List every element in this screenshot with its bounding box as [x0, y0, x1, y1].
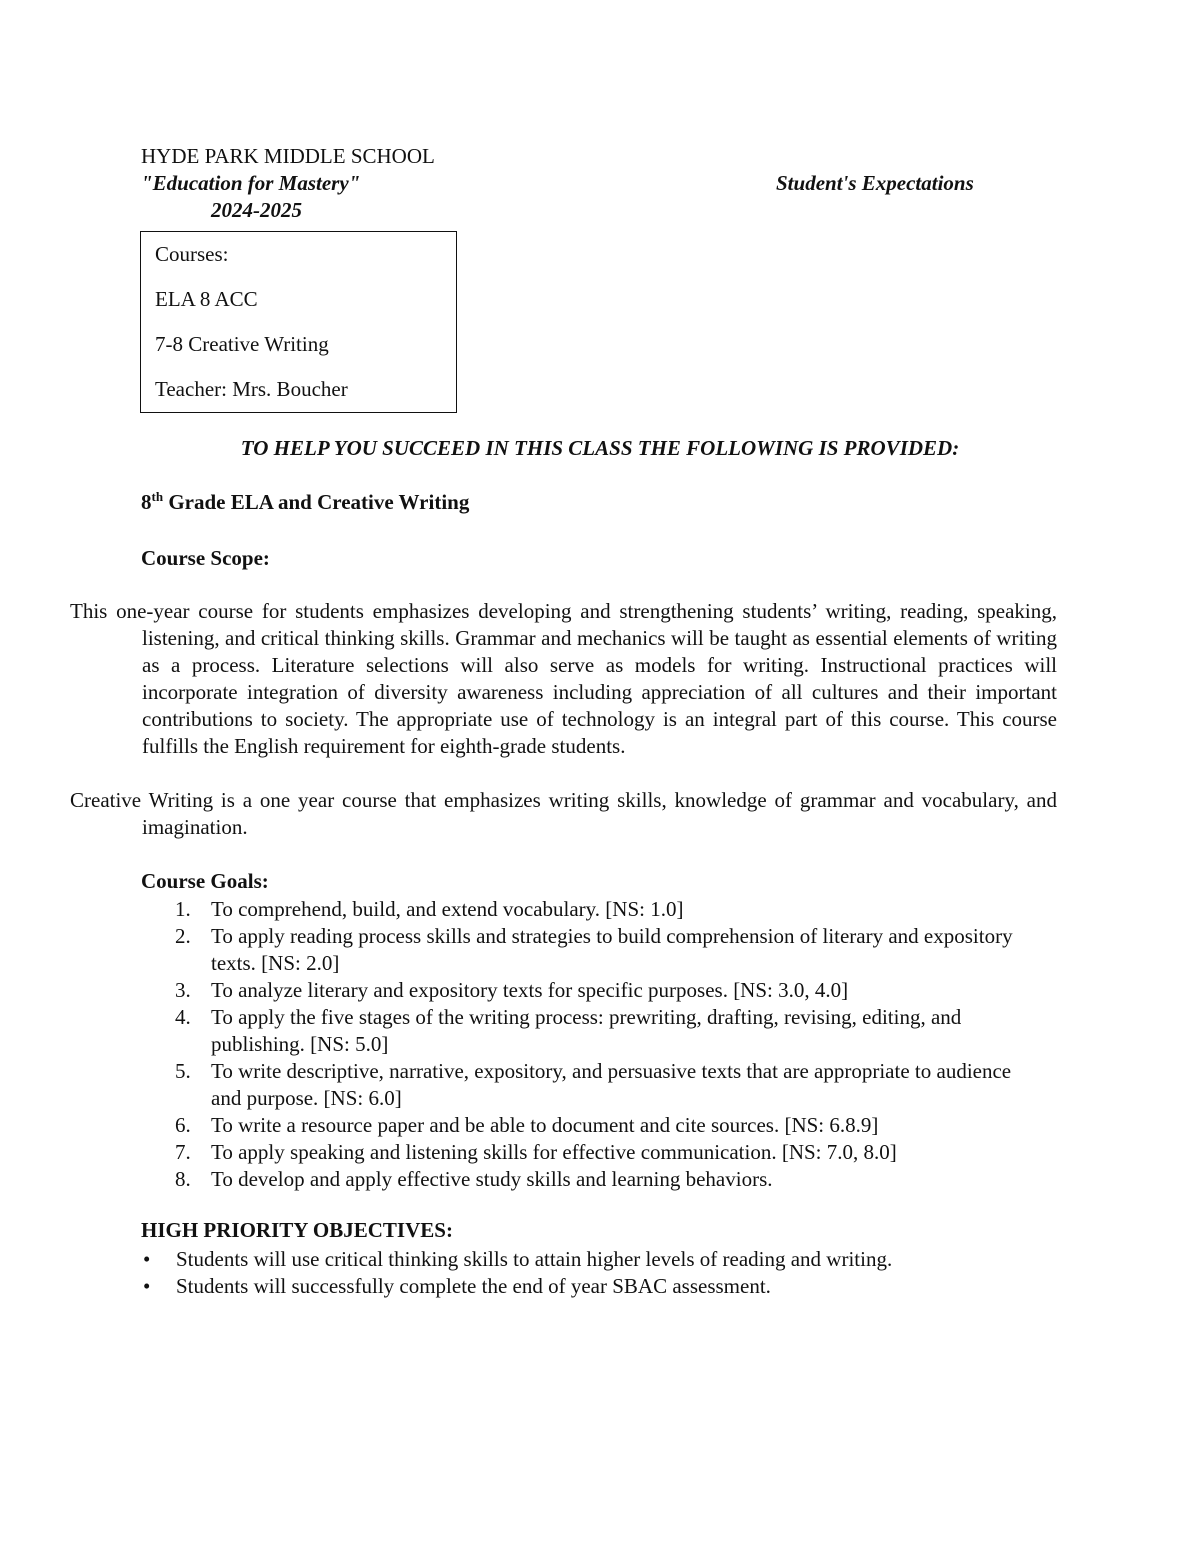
- goal-text: To comprehend, build, and extend vocabulary. [NS: 1.0]: [211, 897, 684, 921]
- grade-number: 8: [141, 490, 152, 514]
- goal-text: To apply reading process skills and strategies to build comprehension of literary and expository texts. [NS: 2.0]: [211, 924, 1013, 975]
- objective-text: Students will use critical thinking skills to attain higher levels of reading and writing.: [176, 1247, 893, 1271]
- goal-item: [141, 1058, 1041, 1112]
- goal-number: 3.: [175, 978, 191, 1002]
- creative-writing-paragraph: Creative Writing is a one year course that emphasizes writing skills, knowledge of grammar and vocabulary, and imagination.: [70, 788, 1057, 839]
- goal-number: 8.: [175, 1167, 191, 1191]
- goal-text: To develop and apply effective study skills and learning behaviors.: [211, 1167, 773, 1191]
- goal-item: [141, 1166, 1041, 1193]
- goal-item: [141, 896, 1041, 923]
- goal-item: [141, 977, 1041, 1004]
- course-creative-writing: 7-8 Creative Writing: [155, 332, 329, 356]
- goal-text: To write descriptive, narrative, expository, and persuasive texts that are appropriate to audience and purpose. [NS: 6.0]: [211, 1059, 1012, 1110]
- goal-number: 7.: [175, 1140, 191, 1164]
- course-goals-heading: Course Goals:: [141, 869, 269, 893]
- goal-text: To write a resource paper and be able to document and cite sources. [NS: 6.8.9]: [211, 1113, 879, 1137]
- goal-item: [141, 1004, 1041, 1058]
- high-priority-heading: HIGH PRIORITY OBJECTIVES:: [141, 1218, 453, 1242]
- objective-item: [141, 1246, 1041, 1273]
- objective-text: Students will successfully complete the end of year SBAC assessment.: [176, 1274, 771, 1298]
- course-scope-heading: Course Scope:: [141, 546, 270, 570]
- goal-number: 1.: [175, 897, 191, 921]
- courses-label: Courses:: [155, 242, 229, 266]
- courses-box: [140, 231, 457, 413]
- goal-text: To analyze literary and expository texts for specific purposes. [NS: 3.0, 4.0]: [211, 978, 849, 1002]
- goal-text: To apply the five stages of the writing process: prewriting, drafting, revising, editing, and publishing. [NS: 5.0]: [211, 1005, 962, 1056]
- goal-item: [141, 1139, 1041, 1166]
- goal-number: 6.: [175, 1113, 191, 1137]
- course-scope-paragraph: This one-year course for students emphasizes developing and strengthening students’ writing, reading, speaking, listening, and critical thinking skills. Grammar and mechanics will be taught as essential elements of writing as a process. Literature selections will also serve as models for writing. Instructional practices will incorporate integration of diversity awareness including appreciation of all cultures and their important contributions to society. The appropriate use of technology is an integral part of this course. This course fulfills the English requirement for eighth-grade students.: [70, 599, 1057, 758]
- course-ela: ELA 8 ACC: [155, 287, 258, 311]
- goal-item: [141, 923, 1041, 977]
- course-goals-list: [141, 896, 1041, 1193]
- grade-title: Grade ELA and Creative Writing: [163, 490, 470, 514]
- goal-number: 4.: [175, 1005, 191, 1029]
- goal-number: 5.: [175, 1059, 191, 1083]
- grade-heading: [141, 490, 469, 515]
- bullet-icon: •: [143, 1274, 151, 1298]
- grade-suffix: th: [151, 489, 164, 504]
- school-name: HYDE PARK MIDDLE SCHOOL: [141, 144, 435, 168]
- help-banner: TO HELP YOU SUCCEED IN THIS CLASS THE FOLLOWING IS PROVIDED:: [240, 436, 960, 460]
- school-year: 2024-2025: [211, 198, 302, 222]
- goal-text: To apply speaking and listening skills for effective communication. [NS: 7.0, 8.0]: [211, 1140, 897, 1164]
- goal-number: 2.: [175, 924, 191, 948]
- school-motto: "Education for Mastery": [141, 171, 361, 195]
- document-title: Student's Expectations: [776, 171, 974, 195]
- objective-item: [141, 1273, 1041, 1300]
- bullet-icon: •: [143, 1247, 151, 1271]
- teacher-name: Teacher: Mrs. Boucher: [155, 377, 348, 401]
- goal-item: [141, 1112, 1041, 1139]
- high-priority-list: [141, 1246, 1041, 1300]
